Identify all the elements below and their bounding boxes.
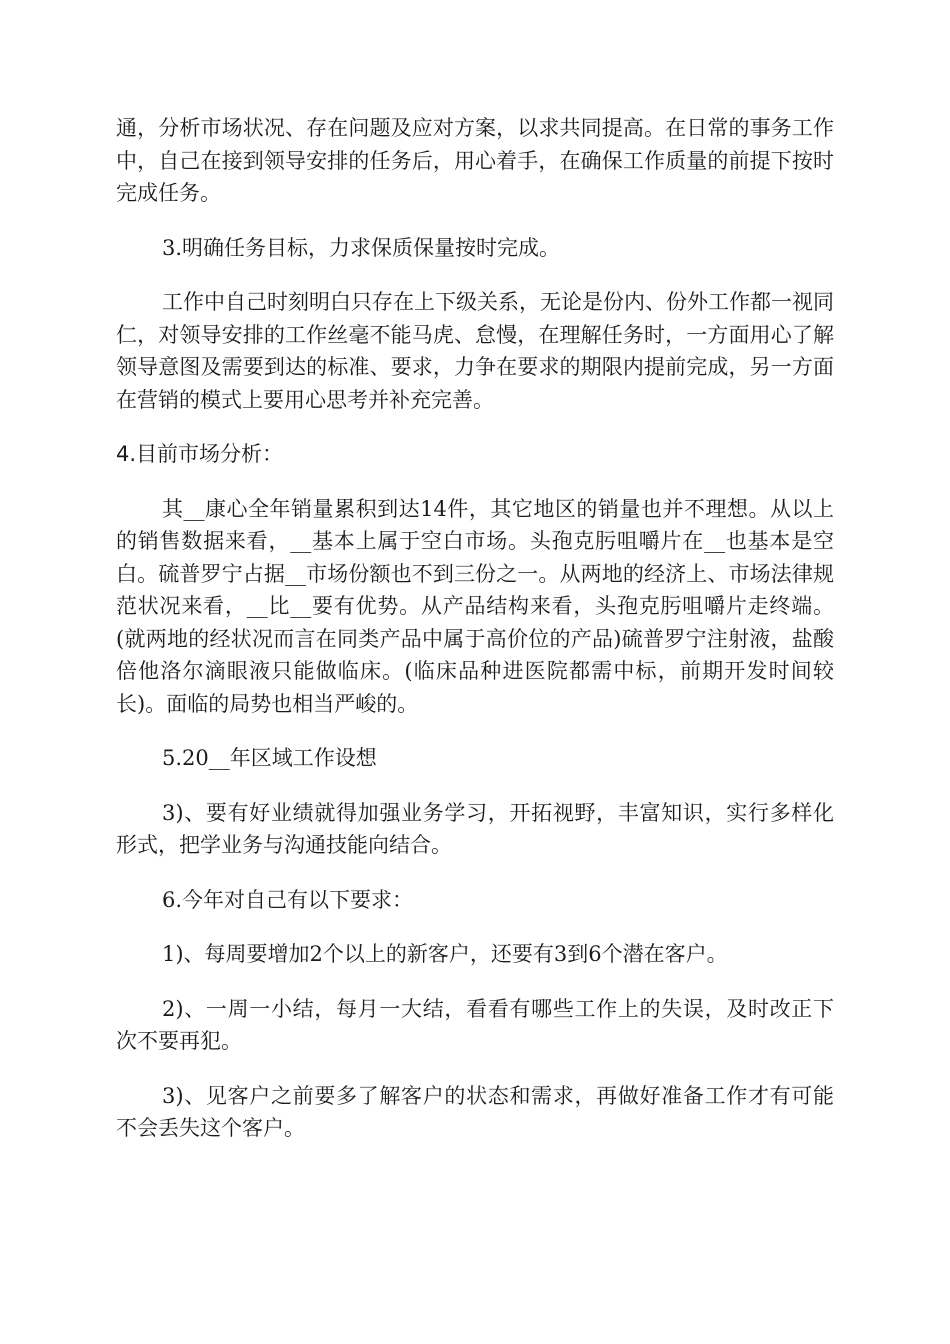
paragraph-item-6-point-3: 3)、见客户之前要多了解客户的状态和需求，再做好准备工作才有可能不会丢失这个客户。 <box>116 1083 834 1140</box>
paragraph-continuation: 通，分析市场状况、存在问题及应对方案，以求共同提高。在日常的事务工作中，自己在接到领导安排的任务后，用心着手，在确保工作质量的前提下按时完成任务。 <box>116 116 834 205</box>
paragraph-item-6-point-2: 2)、一周一小结，每月一大结，看看有哪些工作上的失误，及时改正下次不要再犯。 <box>116 996 834 1053</box>
paragraph-market-analysis-body: 其__康心全年销量累积到达14件，其它地区的销量也并不理想。从以上的销售数据来看，__基本上属于空白市场。头孢克肟咀嚼片在__也基本是空白。硫普罗宁占据__市场份额也不到三份之一。从两地的经济上、市场法律规范状况来看，__比__要有优势。从产品结构来看，头孢克肟咀嚼片走终端。(就两地的经状况而言在同类产品中属于高价位的产品)硫普罗宁注射液，盐酸倍他洛尔滴眼液只能做临床。(临床品种进医院都需中标，前期开发时间较长)。面临的局势也相当严峻的。 <box>116 496 834 716</box>
document-page <box>116 112 834 1167</box>
paragraph-item-3-body: 工作中自己时刻明白只存在上下级关系，无论是份内、份外工作都一视同仁，对领导安排的工作丝毫不能马虎、怠慢，在理解任务时，一方面用心了解领导意图及需要到达的标准、要求，力争在要求的期限内提前完成，另一方面在营销的模式上要用心思考并补充完善。 <box>116 290 834 412</box>
paragraph-item-6-heading: 6.今年对自己有以下要求： <box>162 887 414 912</box>
paragraph-item-5-point-3: 3)、要有好业绩就得加强业务学习，开拓视野，丰富知识，实行多样化形式，把学业务与沟通技能向结合。 <box>116 800 834 857</box>
paragraph-item-3-heading: 3.明确任务目标，力求保质保量按时完成。 <box>162 235 561 260</box>
paragraph-item-5-heading: 5.20__年区域工作设想 <box>162 746 377 770</box>
paragraph-item-6-point-1: 1)、每周要增加2个以上的新客户，还要有3到6个潜在客户。 <box>162 942 728 966</box>
section-heading-market-analysis: 4.目前市场分析： <box>116 442 284 466</box>
